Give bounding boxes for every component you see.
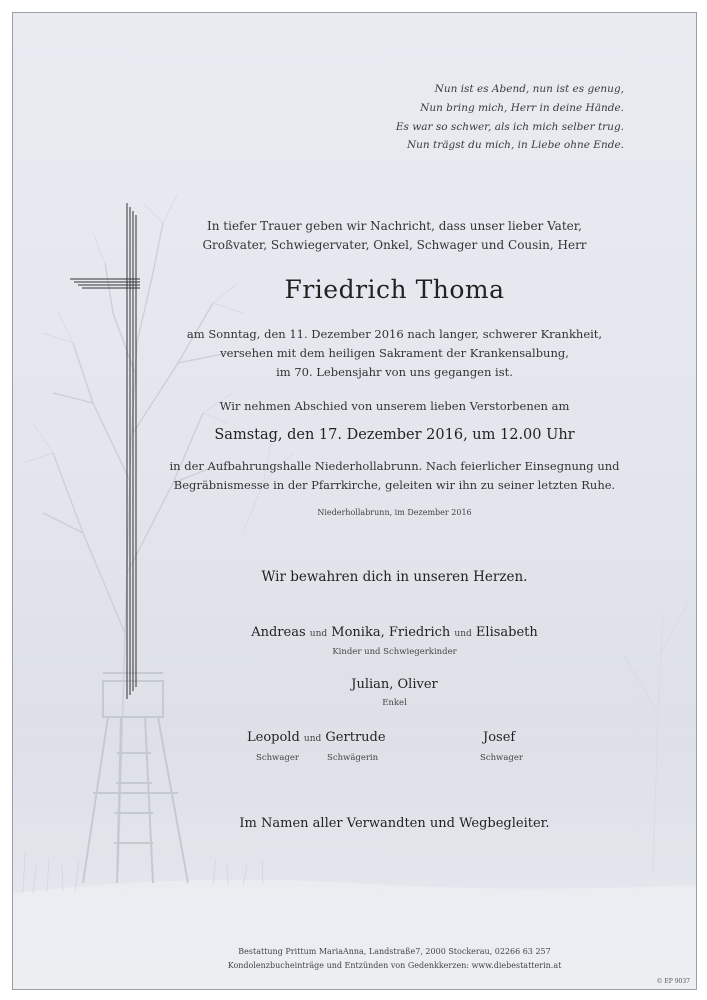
mourner-name: Josef	[483, 730, 516, 745]
farewell-intro: Wir nehmen Abschied von unserem lieben Verstorbenen am	[219, 399, 570, 413]
deceased-name: Friedrich Thoma	[284, 275, 505, 304]
relation-label: Schwager	[256, 753, 299, 763]
footer-line: Kondolenzbucheinträge und Entzünden von Gedenkkerzen: www.diebestatterin.at	[227, 961, 562, 970]
funeral-date: Samstag, den 17. Dezember 2016, um 12.00 Uhr	[214, 427, 575, 443]
relation-label: Schwägerin	[327, 753, 379, 763]
mourner-name: Andreas	[251, 625, 306, 640]
mourner-name: Elisabeth	[475, 625, 538, 640]
footer-line: Bestattung Prittum MariaAnna, Landstraße7, 2000 Stockerau, 02266 63 257	[238, 947, 551, 956]
death-text-line: am Sonntag, den 11. Dezember 2016 nach langer, schwerer Krankheit,	[186, 327, 603, 341]
death-text-line: im 70. Lebensjahr von uns gegangen ist.	[276, 365, 513, 379]
relation-label: Kinder und Schwiegerkinder	[332, 647, 457, 657]
poem-line: Nun bring mich, Herr in deine Hände.	[420, 102, 624, 114]
motto: Wir bewahren dich in unseren Herzen.	[261, 569, 528, 585]
funeral-text-line: Begräbnismesse in der Pfarrkirche, geleiten wir ihn zu seiner letzten Ruhe.	[173, 478, 616, 492]
death-text-line: versehen mit dem heiligen Sakrament der Krankensalbung,	[220, 346, 569, 360]
mourners-grandchildren: Julian, Oliver	[351, 677, 438, 692]
poem-line: Es war so schwer, als ich mich selber trug.	[395, 121, 624, 133]
mourner-name: Leopold	[247, 730, 300, 745]
intro-line: In tiefer Trauer geben wir Nachricht, dass unser lieber Vater,	[207, 219, 582, 233]
funeral-text-line: in der Aufbahrungshalle Niederhollabrunn. Nach feierlicher Einsegnung und	[169, 459, 620, 473]
mourners-inlaws	[247, 730, 386, 745]
conjunction: und	[309, 629, 328, 639]
mourner-name: Monika, Friedrich	[331, 625, 451, 640]
relation-label: Enkel	[382, 698, 407, 708]
mourners-children	[53, 625, 697, 640]
conjunction: und	[454, 629, 472, 639]
closing-line: Im Namen aller Verwandten und Wegbegleiter.	[239, 816, 550, 831]
mourner-name: Gertrude	[325, 730, 386, 745]
poem-line: Nun trägst du mich, in Liebe ohne Ende.	[406, 139, 624, 151]
intro-line: Großvater, Schwiegervater, Onkel, Schwager und Cousin, Herr	[202, 238, 587, 252]
copyright-note: © EP 9037	[656, 978, 690, 985]
poem-line: Nun ist es Abend, nun ist es genug,	[434, 83, 624, 95]
place-date: Niederhollabrunn, im Dezember 2016	[317, 508, 472, 517]
relation-label: Schwager	[480, 753, 523, 763]
conjunction: und	[303, 734, 322, 744]
obituary-card	[12, 12, 697, 990]
